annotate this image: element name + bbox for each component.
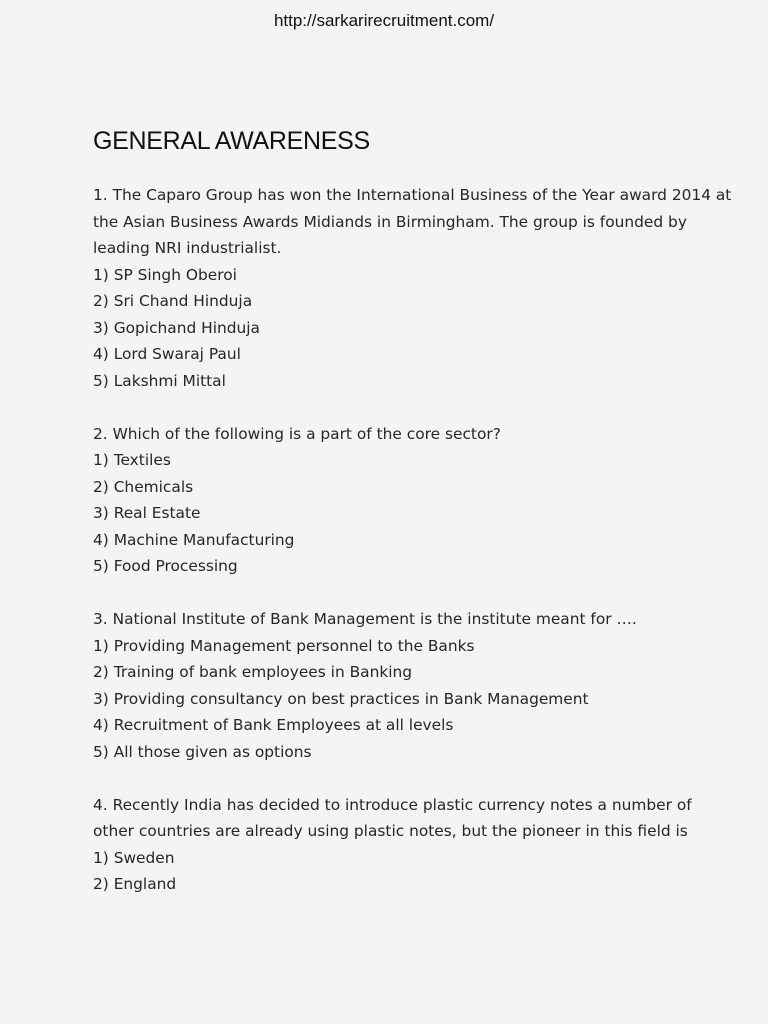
option: 2) Sri Chand Hinduja [93, 292, 253, 310]
option: 5) Lakshmi Mittal [93, 371, 226, 390]
question-text: 2. Which of the following is a part of the core sector? [93, 424, 501, 443]
option: 2) England [93, 875, 177, 893]
option: 1) Sweden [93, 848, 175, 867]
question-3 [93, 606, 733, 765]
option: 1) SP Singh Oberoi [93, 265, 237, 284]
option: 4) Recruitment of Bank Employees at all levels [93, 716, 454, 734]
question-text: 3. National Institute of Bank Management is the institute meant for …. [93, 610, 637, 628]
question-text: 1. The Caparo Group has won the International Business of the Year award 2014 at the Asian Business Awards Midiands in Birmingham. The group is founded by leading NRI industrialist. [93, 186, 732, 257]
questions-list [93, 182, 733, 924]
option: 4) Machine Manufacturing [93, 530, 295, 549]
question-4 [93, 792, 733, 898]
option: 2) Chemicals [93, 477, 194, 496]
option: 2) Training of bank employees in Banking [93, 663, 413, 681]
option: 4) Lord Swaraj Paul [93, 345, 241, 363]
option: 1) Providing Management personnel to the Banks [93, 636, 475, 655]
question-text: 4. Recently India has decided to introduce plastic currency notes a number of other countries are already using plastic notes, but the pioneer in this field is [93, 795, 692, 840]
header-url[interactable]: http://sarkarirecruitment.com/ [273, 11, 495, 30]
option: 1) Textiles [93, 451, 171, 469]
page-title: GENERAL AWARENESS [93, 127, 370, 155]
question-2 [93, 421, 733, 580]
question-1 [93, 182, 733, 394]
option: 3) Gopichand Hinduja [93, 318, 260, 337]
option: 3) Providing consultancy on best practices in Bank Management [93, 689, 589, 708]
option: 5) All those given as options [93, 742, 312, 761]
option: 5) Food Processing [93, 557, 238, 575]
option: 3) Real Estate [93, 504, 201, 522]
